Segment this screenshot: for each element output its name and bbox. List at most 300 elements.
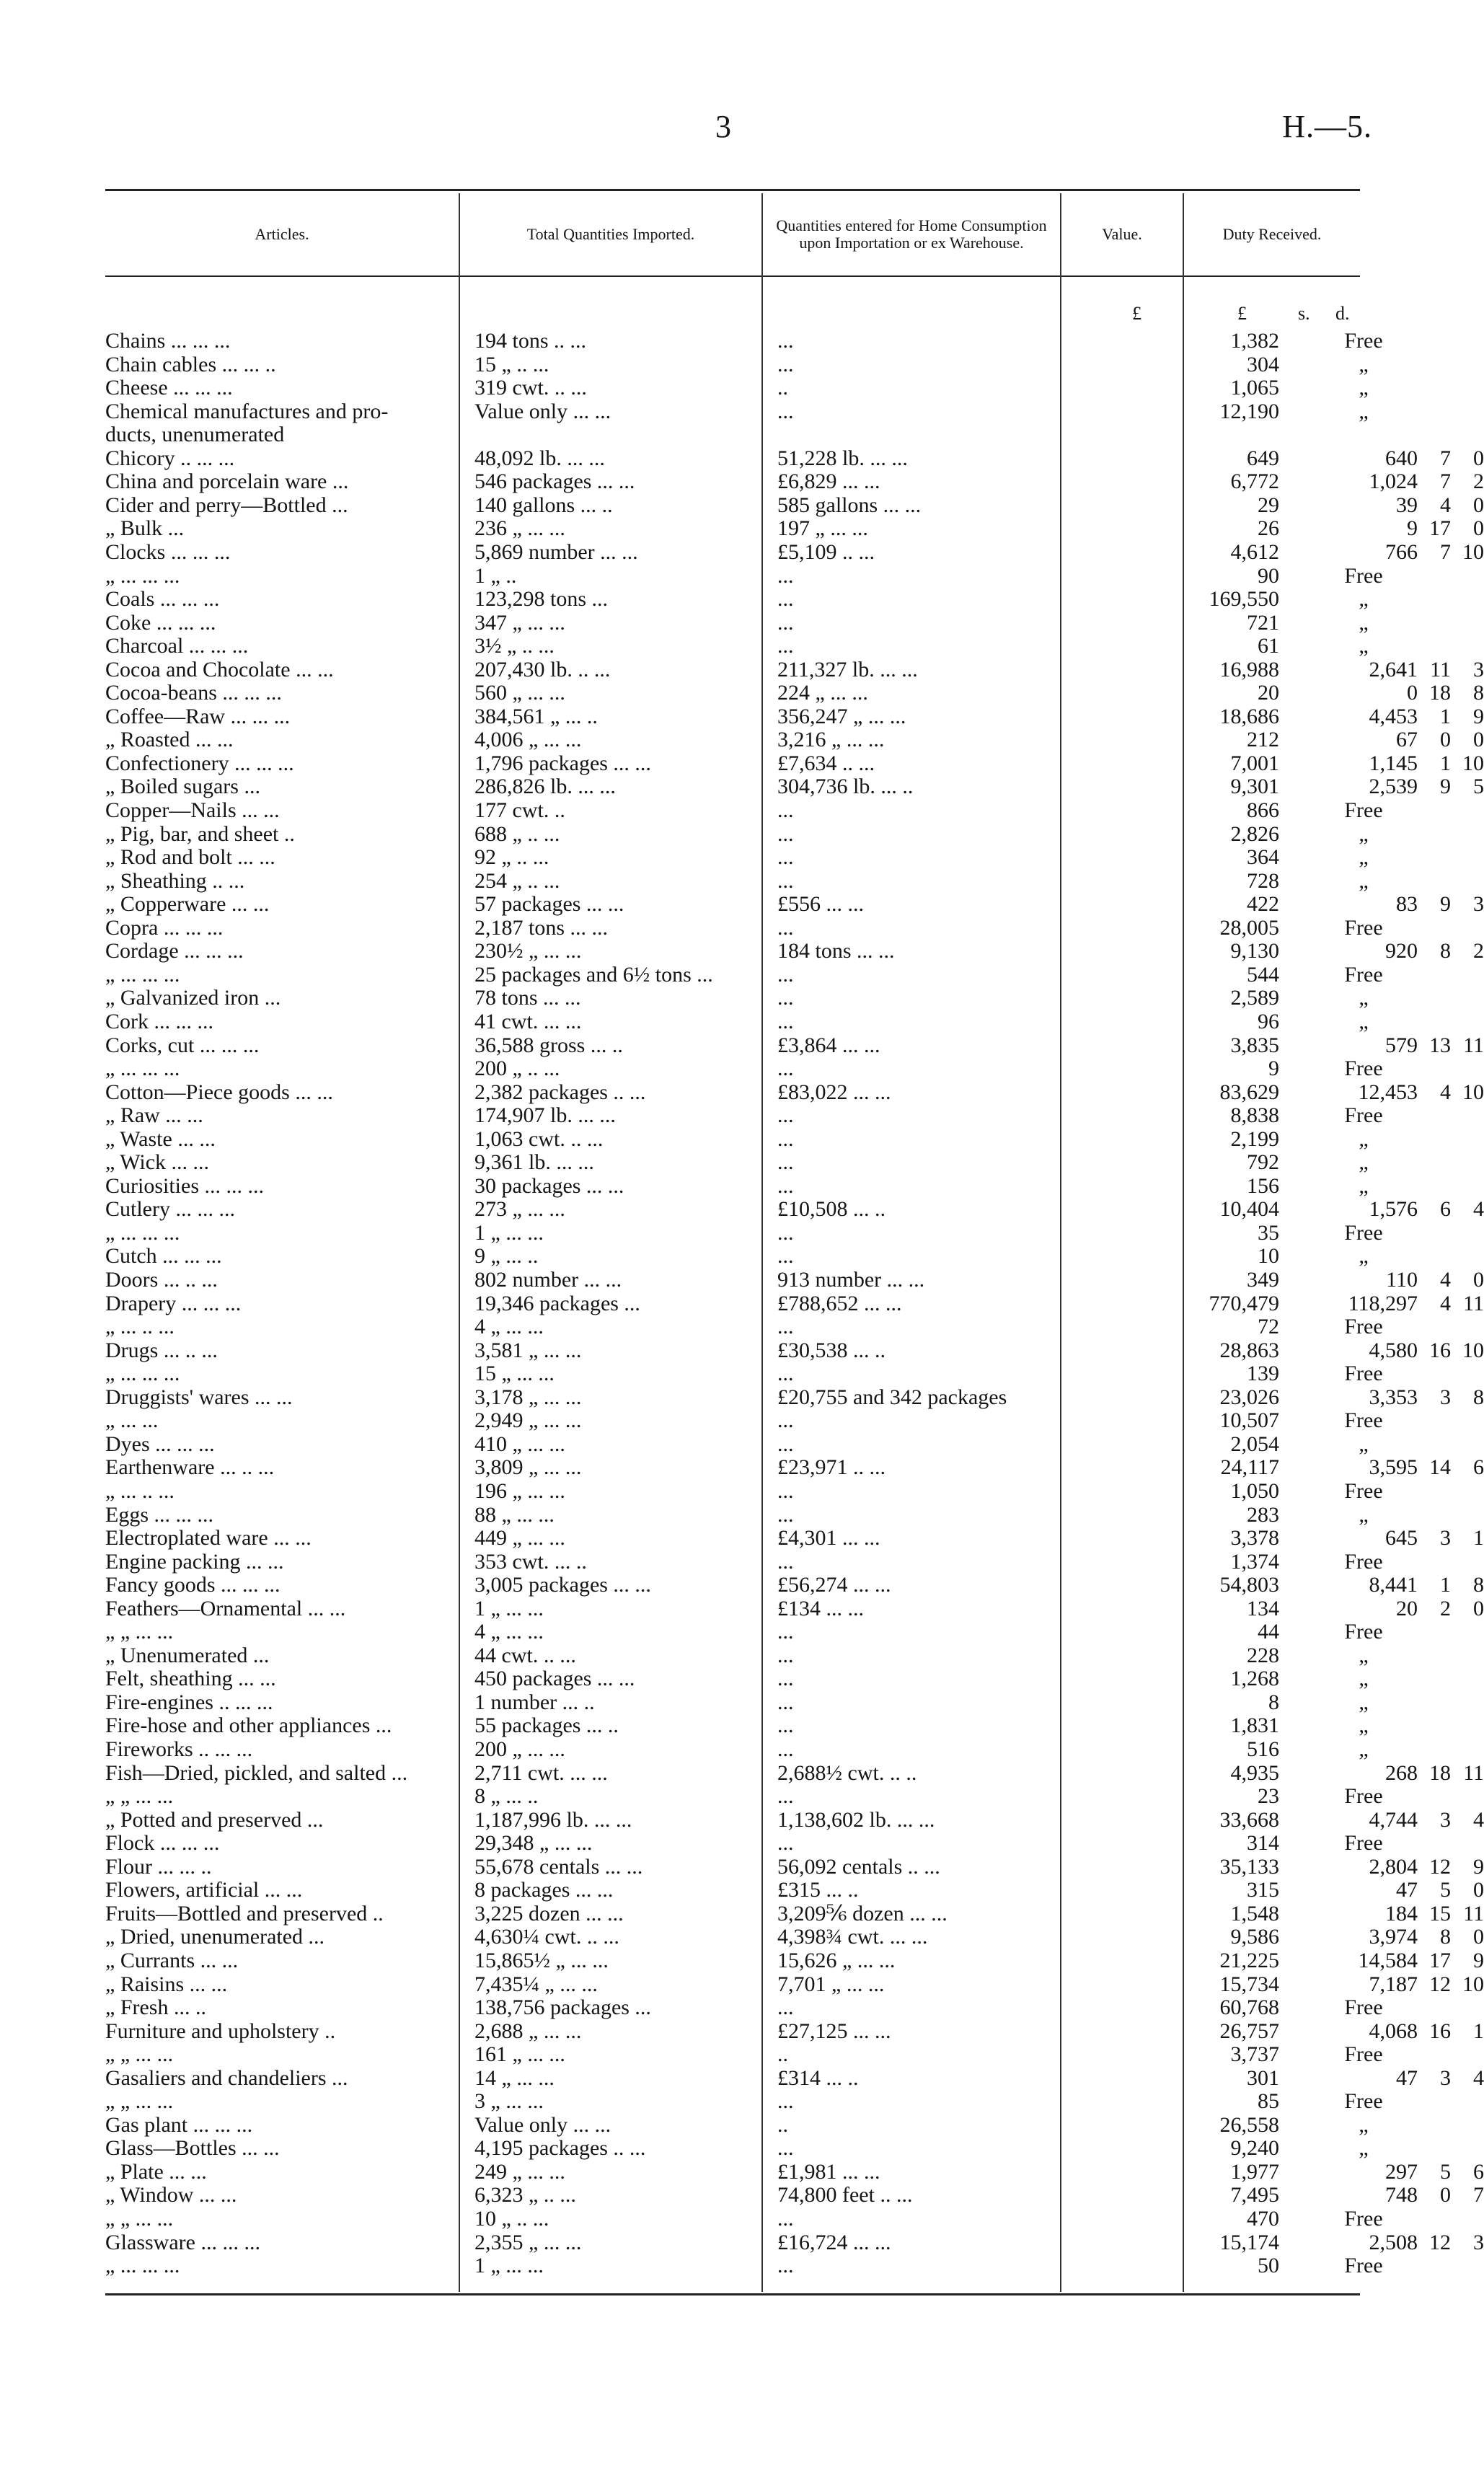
total-quantity: 802 number ... ... (474, 1268, 622, 1292)
home-consumption-quantity: 2,688½ cwt. .. .. (777, 1760, 917, 1785)
table-row (105, 1385, 1484, 1409)
home-consumption-quantity: 56,092 centals .. ... (777, 1854, 940, 1879)
value: 28,863 (1219, 1338, 1279, 1362)
total-quantity: 8 packages ... ... (474, 1878, 614, 1902)
duty-shillings-unit: s. (1298, 303, 1310, 324)
value: 792 (1247, 1150, 1279, 1175)
value: 35,133 (1219, 1854, 1279, 1879)
table-row (105, 1948, 1484, 1972)
total-quantity: 138,756 packages ... (474, 1995, 651, 2020)
value: 72 (1258, 1315, 1279, 1339)
home-consumption-quantity: £314 ... .. (777, 2065, 859, 2090)
home-consumption-quantity: ... (777, 1831, 794, 1856)
home-consumption-quantity: £134 ... ... (777, 1596, 864, 1620)
table-row (105, 1244, 1369, 1269)
table-row (105, 1643, 1369, 1667)
duty-pence: 7 (1473, 2183, 1484, 2207)
value: 8 (1268, 1690, 1279, 1714)
value: 7,001 (1230, 751, 1279, 775)
total-quantity: Value only ... ... (474, 399, 611, 423)
total-quantity: 1,796 packages ... ... (474, 751, 651, 775)
duty-free-mark: Free (1344, 1995, 1383, 2020)
duty-free-mark: „ (1359, 1690, 1369, 1714)
duty-pounds-unit: £ (1237, 303, 1247, 324)
total-quantity: 319 cwt. .. ... (474, 376, 587, 400)
header-duty: Duty Received. (1222, 225, 1322, 243)
total-quantity: 200 „ ... ... (474, 1737, 565, 1761)
duty-pence: 6 (1473, 2159, 1484, 2184)
table-row (105, 962, 1383, 987)
home-consumption-quantity: ... (777, 1713, 794, 1738)
total-quantity: 7,435¼ „ ... ... (474, 1972, 598, 1996)
home-consumption-quantity: £3,864 ... ... (777, 1033, 880, 1057)
duty-pence: 8 (1473, 1385, 1484, 1409)
table-row (105, 1057, 1383, 1081)
article-name: Feathers—Ornamental ... ... (105, 1596, 346, 1620)
value: 10,507 (1219, 1408, 1279, 1433)
table-row (105, 1526, 1484, 1551)
duty-pounds: 47 (1396, 1878, 1418, 1902)
home-consumption-quantity: 304,736 lb. ... .. (777, 775, 914, 799)
duty-pence: 10 (1462, 1080, 1484, 1104)
value: 6,772 (1230, 469, 1279, 494)
value: 54,803 (1219, 1573, 1279, 1597)
table-row (105, 469, 1484, 494)
home-consumption-quantity: 3,209⅚ dozen ... ... (777, 1901, 948, 1926)
table-row (105, 2019, 1484, 2043)
value: 544 (1247, 962, 1279, 987)
home-consumption-quantity: ... (777, 634, 794, 658)
table-row (105, 376, 1369, 400)
duty-pence: 0 (1473, 446, 1484, 470)
article-name: Fire-hose and other appliances ... (105, 1713, 392, 1738)
value: 1,382 (1230, 329, 1279, 353)
home-consumption-quantity: .. (777, 2112, 788, 2137)
duty-free-mark: „ (1359, 1009, 1369, 1033)
home-consumption-quantity: £20,755 and 342 packages (777, 1385, 1007, 1409)
total-quantity: 1,187,996 lb. ... ... (474, 1807, 632, 1832)
total-quantity: Value only ... ... (474, 2112, 611, 2137)
home-consumption-quantity: £16,724 ... ... (777, 2230, 891, 2254)
value: 4,935 (1230, 1760, 1279, 1785)
article-name: „ Sheathing .. ... (105, 868, 245, 893)
total-quantity: 2,949 „ ... ... (474, 1408, 582, 1433)
value: 1,374 (1230, 1549, 1279, 1574)
total-quantity: 196 „ ... ... (474, 1478, 565, 1503)
duty-pence: 11 (1463, 1291, 1484, 1315)
duty-shillings: 17 (1429, 516, 1451, 541)
home-consumption-quantity: 3,216 „ ... ... (777, 728, 885, 752)
home-consumption-quantity: ... (777, 868, 794, 893)
table-row (105, 2136, 1369, 2161)
total-quantity: 10 „ .. ... (474, 2207, 549, 2231)
duty-pence: 3 (1473, 2230, 1484, 2254)
table-row (105, 1315, 1383, 1339)
duty-free-mark: „ (1359, 821, 1369, 846)
table-row (105, 1995, 1383, 2020)
article-name: Corks, cut ... ... ... (105, 1033, 260, 1057)
duty-pounds: 184 (1385, 1901, 1418, 1926)
duty-pounds: 39 (1396, 493, 1418, 517)
article-name: Drugs ... .. ... (105, 1338, 218, 1362)
total-quantity: 450 packages ... ... (474, 1667, 635, 1691)
value: 1,065 (1230, 376, 1279, 400)
duty-pence: 8 (1473, 1573, 1484, 1597)
total-quantity: 560 „ ... ... (474, 681, 565, 705)
duty-free-mark: „ (1359, 1244, 1369, 1269)
article-name: „ „ ... ... (105, 1620, 174, 1644)
table-row (105, 2042, 1383, 2067)
duty-free-mark: „ (1359, 845, 1369, 870)
total-quantity: 353 cwt. ... .. (474, 1549, 587, 1574)
duty-free-mark: „ (1359, 399, 1369, 423)
duty-free-mark: Free (1344, 1831, 1383, 1856)
table-row (105, 751, 1484, 775)
table-row (105, 681, 1484, 705)
table-row (105, 657, 1484, 682)
duty-pence: 0 (1473, 728, 1484, 752)
series-code: H.—5. (1282, 109, 1372, 144)
duty-shillings: 6 (1440, 1197, 1451, 1222)
article-name: Copra ... ... ... (105, 915, 224, 940)
header-total-quantities: Total Quantities Imported. (526, 225, 695, 243)
home-consumption-quantity: ... (777, 1009, 794, 1033)
article-name: Charcoal ... ... ... (105, 634, 249, 658)
total-quantity: 449 „ ... ... (474, 1526, 565, 1551)
table-row (105, 399, 1369, 423)
duty-pounds: 9 (1407, 516, 1418, 541)
duty-pence: 9 (1473, 1948, 1484, 1972)
article-name: Clocks ... ... ... (105, 539, 231, 564)
article-name: „ Raisins ... ... (105, 1972, 228, 1996)
home-consumption-quantity: £83,022 ... ... (777, 1080, 891, 1104)
home-consumption-quantity: ... (777, 1667, 794, 1691)
article-name: „ ... ... ... (105, 1220, 180, 1245)
article-name: „ Wick ... ... (105, 1150, 210, 1175)
value-currency: £ (1132, 303, 1141, 324)
table-row (105, 868, 1369, 893)
article-name: „ ... ... ... (105, 2254, 180, 2278)
duty-pence: 5 (1473, 775, 1484, 799)
article-name: „ Fresh ... .. (105, 1995, 206, 2020)
table-row (105, 1690, 1369, 1714)
article-name: Flour ... ... .. (105, 1854, 212, 1879)
value: 866 (1247, 798, 1279, 822)
duty-shillings: 18 (1429, 681, 1451, 705)
total-quantity: 30 packages ... ... (474, 1173, 624, 1198)
duty-pounds: 4,744 (1369, 1807, 1418, 1832)
header-articles: Articles. (255, 225, 309, 243)
home-consumption-quantity: ... (777, 1057, 794, 1081)
article-name: Chain cables ... ... .. (105, 352, 276, 376)
table-row (105, 1291, 1484, 1315)
table-row (105, 1268, 1484, 1292)
home-consumption-quantity: £5,109 .. ... (777, 539, 875, 564)
duty-free-mark: Free (1344, 1057, 1383, 1081)
duty-free-mark: Free (1344, 1315, 1383, 1339)
home-consumption-quantity: 74,800 feet .. ... (777, 2183, 913, 2207)
value: 26,558 (1219, 2112, 1279, 2137)
home-consumption-quantity: 51,228 lb. ... ... (777, 446, 908, 470)
home-consumption-quantity: ... (777, 610, 794, 635)
duty-shillings: 5 (1440, 1878, 1451, 1902)
table-row (105, 1362, 1383, 1386)
duty-free-mark: „ (1359, 376, 1369, 400)
table-row (105, 634, 1369, 658)
duty-shillings: 15 (1429, 1901, 1451, 1926)
article-name: „ Waste ... ... (105, 1126, 216, 1151)
value: 60,768 (1219, 1995, 1279, 2020)
total-quantity: 254 „ .. ... (474, 868, 560, 893)
total-quantity: 4,630¼ cwt. .. ... (474, 1925, 619, 1949)
home-consumption-quantity: ... (777, 1173, 794, 1198)
total-quantity: 88 „ ... ... (474, 1502, 555, 1527)
duty-free-mark: „ (1359, 1737, 1369, 1761)
total-quantity: 4 „ ... ... (474, 1620, 544, 1644)
duty-free-mark: Free (1344, 1220, 1383, 1245)
total-quantity: 15 „ .. ... (474, 352, 549, 376)
total-quantity: 78 tons ... ... (474, 986, 581, 1010)
table-row (105, 1596, 1484, 1620)
table-row (105, 516, 1484, 541)
duty-pounds: 2,804 (1369, 1854, 1418, 1879)
article-name: Glass—Bottles ... ... (105, 2136, 280, 2161)
duty-shillings: 17 (1429, 1948, 1451, 1972)
table-row (105, 493, 1484, 517)
total-quantity: 194 tons .. ... (474, 329, 587, 353)
duty-shillings: 4 (1440, 1291, 1451, 1315)
value: 314 (1247, 1831, 1279, 1856)
duty-free-mark: Free (1344, 1549, 1383, 1574)
total-quantity: 2,187 tons ... ... (474, 915, 609, 940)
value: 7,495 (1230, 2183, 1279, 2207)
value: 315 (1247, 1878, 1279, 1902)
total-quantity: 15,865½ „ ... ... (474, 1948, 609, 1972)
total-quantity: 1 „ ... ... (474, 1220, 544, 1245)
duty-shillings: 4 (1440, 493, 1451, 517)
total-quantity: 3½ „ .. ... (474, 634, 555, 658)
total-quantity: 174,907 lb. ... ... (474, 1103, 616, 1128)
value: 1,548 (1230, 1901, 1279, 1926)
value: 2,826 (1230, 821, 1279, 846)
value: 44 (1258, 1620, 1279, 1644)
table-row (105, 446, 1484, 470)
home-consumption-quantity: ... (777, 2136, 794, 2161)
value: 15,734 (1219, 1972, 1279, 1996)
home-consumption-quantity: ... (777, 1244, 794, 1269)
home-consumption-quantity: £556 ... ... (777, 892, 864, 917)
table-row (105, 1831, 1383, 1856)
duty-free-mark: Free (1344, 798, 1383, 822)
value: 85 (1258, 2089, 1279, 2114)
total-quantity: 41 cwt. ... ... (474, 1009, 582, 1033)
home-consumption-quantity: ... (777, 1643, 794, 1667)
total-quantity: 1,063 cwt. .. ... (474, 1126, 604, 1151)
table-row (105, 1760, 1484, 1785)
table-row (105, 1103, 1383, 1128)
total-quantity: 2,711 cwt. ... ... (474, 1760, 608, 1785)
value: 9 (1268, 1057, 1279, 1081)
total-quantity: 3,581 „ ... ... (474, 1338, 582, 1362)
total-quantity: 249 „ ... ... (474, 2159, 565, 2184)
duty-pounds: 83 (1396, 892, 1418, 917)
article-name: Curiosities ... ... ... (105, 1173, 265, 1198)
article-name: „ ... ... ... (105, 962, 180, 987)
duty-pounds: 7,187 (1369, 1972, 1418, 1996)
duty-pounds: 920 (1385, 939, 1418, 963)
home-consumption-quantity: ... (777, 915, 794, 940)
value: 422 (1247, 892, 1279, 917)
value: 1,831 (1230, 1713, 1279, 1738)
home-consumption-quantity: ... (777, 986, 794, 1010)
table-row (105, 728, 1484, 752)
duty-free-mark: „ (1359, 587, 1369, 612)
article-name: Earthenware ... .. ... (105, 1455, 275, 1480)
table-row (105, 2089, 1383, 2114)
value: 721 (1247, 610, 1279, 635)
home-consumption-quantity: ... (777, 2207, 794, 2231)
duty-shillings: 8 (1440, 1925, 1451, 1949)
duty-free-mark: Free (1344, 2207, 1383, 2231)
article-name: Cheese ... ... ... (105, 376, 233, 400)
value: 728 (1247, 868, 1279, 893)
table-row (105, 1478, 1383, 1503)
duty-free-mark: Free (1344, 563, 1383, 588)
duty-pounds: 3,353 (1369, 1385, 1418, 1409)
duty-pence: 10 (1462, 751, 1484, 775)
duty-pence: 10 (1462, 1338, 1484, 1362)
article-name: „ „ ... ... (105, 2089, 174, 2114)
article-name: Coffee—Raw ... ... ... (105, 704, 291, 728)
home-consumption-quantity: ... (777, 1478, 794, 1503)
total-quantity: 140 gallons ... .. (474, 493, 613, 517)
duty-shillings: 7 (1440, 469, 1451, 494)
duty-pounds: 3,974 (1369, 1925, 1418, 1949)
duty-shillings: 3 (1440, 1526, 1451, 1551)
article-name: Fish—Dried, pickled, and salted ... (105, 1760, 408, 1785)
duty-shillings: 12 (1429, 1854, 1451, 1879)
duty-pounds: 1,576 (1369, 1197, 1418, 1222)
home-consumption-quantity: ... (777, 2254, 794, 2278)
table-row (105, 1925, 1484, 1949)
duty-shillings: 1 (1440, 1573, 1451, 1597)
duty-shillings: 11 (1430, 657, 1451, 682)
article-name: Drapery ... ... ... (105, 1291, 242, 1315)
duty-pounds: 645 (1385, 1526, 1418, 1551)
article-name: Druggists' wares ... ... (105, 1385, 293, 1409)
duty-shillings: 7 (1440, 446, 1451, 470)
duty-pence-unit: d. (1335, 303, 1350, 324)
article-name: „ ... .. ... (105, 1315, 175, 1339)
home-consumption-quantity: ... (777, 1408, 794, 1433)
total-quantity: 15 „ ... ... (474, 1362, 555, 1386)
total-quantity: 384,561 „ ... .. (474, 704, 598, 728)
home-consumption-quantity: ... (777, 962, 794, 987)
duty-pounds: 3,595 (1369, 1455, 1418, 1480)
total-quantity: 161 „ ... ... (474, 2042, 565, 2067)
duty-pounds: 4,068 (1369, 2019, 1418, 2043)
duty-pounds: 640 (1385, 446, 1418, 470)
total-quantity: 3 „ ... ... (474, 2089, 544, 2114)
home-consumption-quantity: ... (777, 1432, 794, 1456)
home-consumption-quantity: £56,274 ... ... (777, 1573, 891, 1597)
duty-free-mark: „ (1359, 2136, 1369, 2161)
article-name: „ Currants ... ... (105, 1948, 239, 1972)
total-quantity: 3,809 „ ... ... (474, 1455, 582, 1480)
table-row (105, 1549, 1383, 1574)
total-quantity: 546 packages ... ... (474, 469, 635, 494)
table-row (105, 1737, 1369, 1761)
duty-pence: 11 (1463, 1760, 1484, 1785)
total-quantity: 1 number ... .. (474, 1690, 595, 1714)
duty-free-mark: „ (1359, 1173, 1369, 1198)
total-quantity: 273 „ ... ... (474, 1197, 565, 1222)
value: 9,240 (1230, 2136, 1279, 2161)
value: 649 (1247, 446, 1279, 470)
article-name: „ Pig, bar, and sheet .. (105, 821, 295, 846)
home-consumption-quantity: ... (777, 352, 794, 376)
duty-shillings: 18 (1429, 1760, 1451, 1785)
home-consumption-quantity: ... (777, 1690, 794, 1714)
value: 304 (1247, 352, 1279, 376)
home-consumption-quantity: ... (777, 821, 794, 846)
duty-free-mark: Free (1344, 2254, 1383, 2278)
duty-pounds: 2,508 (1369, 2230, 1418, 2254)
total-quantity: 230½ „ ... ... (474, 939, 582, 963)
duty-free-mark: „ (1359, 634, 1369, 658)
article-name: Cider and perry—Bottled ... (105, 493, 348, 517)
home-consumption-quantity: ... (777, 1995, 794, 2020)
total-quantity: 200 „ .. ... (474, 1057, 560, 1081)
home-consumption-quantity: ... (777, 1362, 794, 1386)
duty-shillings: 8 (1440, 939, 1451, 963)
total-quantity: 9 „ ... .. (474, 1244, 539, 1269)
duty-pounds: 14,584 (1358, 1948, 1418, 1972)
duty-free-mark: Free (1344, 2089, 1383, 2114)
total-quantity: 2,355 „ ... ... (474, 2230, 582, 2254)
home-consumption-quantity: £788,652 ... ... (777, 1291, 902, 1315)
table-row (105, 939, 1484, 963)
table-row (105, 1173, 1369, 1198)
article-name: Coals ... ... ... (105, 587, 220, 612)
value: 61 (1258, 634, 1279, 658)
total-quantity: 2,688 „ ... ... (474, 2019, 582, 2043)
table-row (105, 1854, 1484, 1879)
value: 26,757 (1219, 2019, 1279, 2043)
duty-free-mark: Free (1344, 1103, 1383, 1128)
duty-free-mark: Free (1344, 2042, 1383, 2067)
table-row (105, 1197, 1484, 1222)
duty-free-mark: „ (1359, 1713, 1369, 1738)
home-consumption-quantity: 197 „ ... ... (777, 516, 868, 541)
duty-pence: 4 (1473, 1197, 1484, 1222)
table-row (105, 798, 1383, 822)
table-row (105, 1033, 1484, 1057)
article-name: „ Plate ... ... (105, 2159, 207, 2184)
table-row (105, 1220, 1383, 1245)
total-quantity: 1 „ ... ... (474, 1596, 544, 1620)
total-quantity: 55,678 centals ... ... (474, 1854, 643, 1879)
duty-pence: 1 (1473, 2019, 1484, 2043)
table-row (105, 2254, 1383, 2278)
home-consumption-quantity: ... (777, 1502, 794, 1527)
duty-pence: 3 (1473, 892, 1484, 917)
article-name: „ Boiled sugars ... (105, 775, 260, 799)
table-row (105, 2183, 1484, 2207)
duty-shillings: 1 (1440, 704, 1451, 728)
duty-shillings: 5 (1440, 2159, 1451, 2184)
home-consumption-quantity: ... (777, 1103, 794, 1128)
